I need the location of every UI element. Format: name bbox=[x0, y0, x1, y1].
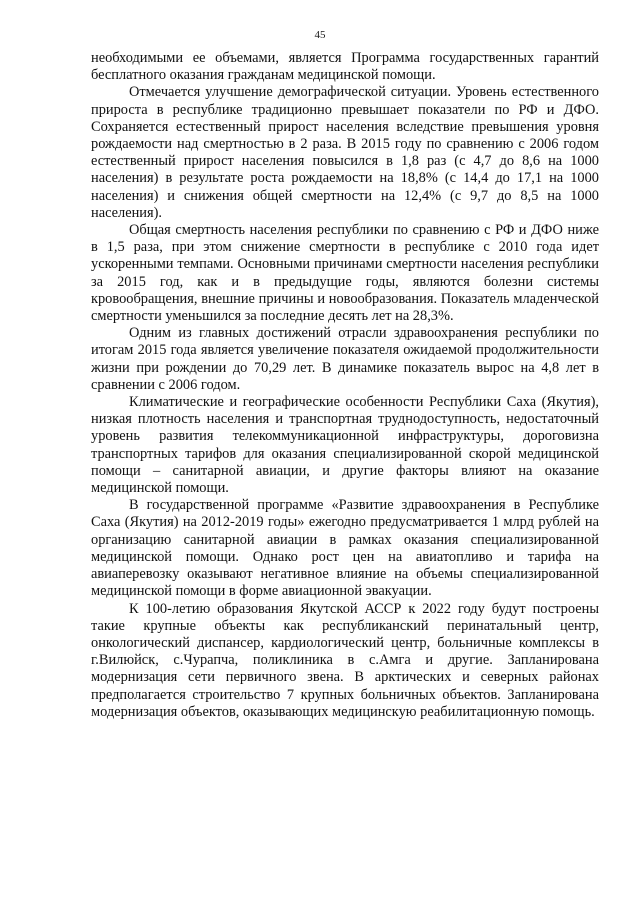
paragraph-life-expectancy: Одним из главных достижений отрасли здравоохранения республики по итогам 2015 года является увеличение показателя ожидаемой продолжительности жизни при рождении до 70,29 лет. В динамике показатель вырос на 4,8 лет в сравнении с 2006 годом. bbox=[91, 325, 599, 393]
paragraph-sanitary-aviation: В государственной программе «Развитие здравоохранения в Республике Саха (Якутия) на 2012-2019 годы» ежегодно предусматривается 1 млрд рублей на организацию санитарной авиации в рамках оказания специализированной медицинской помощи. Однако рост цен на авиатопливо и тарифа на авиаперевозку оказывают негативное влияние на объемы специализированной медицинской помощи в форме авиационной эвакуации. bbox=[91, 497, 599, 600]
document-body bbox=[91, 50, 599, 721]
paragraph-construction-plans: К 100-летию образования Якутской АССР к 2022 году будут построены такие крупные объекты как республиканский перинатальный центр, онкологический диспансер, кардиологический центр, больничные комплексы в г.Вилюйск, с.Чурапча, поликлиника в с.Амга и другие. Запланирована модернизация сети первичного звена. В арктических и северных районах предполагается строительство 7 крупных больничных объектов. Запланирована модернизация объектов, оказывающих медицинскую реабилитационную помощь. bbox=[91, 600, 599, 720]
paragraph-mortality: Общая смертность населения республики по сравнению с РФ и ДФО ниже в 1,5 раза, при этом снижение смертности в республике с 2010 года идет ускоренными темпами. Основными причинами смертности населения республики за 2015 год, как и в предыдущие годы, являются болезни системы кровообращения, внешние причины и новообразования. Показатель младенческой смертности уменьшился за последние десять лет на 28,3%. bbox=[91, 222, 599, 325]
page-number: 45 bbox=[314, 29, 326, 41]
paragraph-continuation: необходимыми ее объемами, является Программа государственных гарантий бесплатного оказания гражданам медицинской помощи. bbox=[91, 50, 599, 84]
paragraph-climate-factors: Климатические и географические особенности Республики Саха (Якутия), низкая плотность населения и транспортная труднодоступность, недостаточный уровень развития телекоммуникационной инфраструктуры, дороговизна транспортных тарифов для оказания специализированной скорой медицинской помощи – санитарной авиации, и другие факторы влияют на оказание медицинской помощи. bbox=[91, 394, 599, 497]
paragraph-demography: Отмечается улучшение демографической ситуации. Уровень естественного прироста в республике традиционно превышает показатели по РФ и ДФО. Сохраняется естественный прирост населения вследствие превышения уровня рождаемости над смертностью в 2 раза. В 2015 году по сравнению с 2006 годом естественный прирост населения повысился в 1,8 раз (с 4,7 до 8,6 на 1000 населения) в результате роста рождаемости на 18,8% (с 14,4 до 17,1 на 1000 населения) и снижения общей смертности на 12,4% (с 9,7 до 8,5 на 1000 населения). bbox=[91, 84, 599, 221]
